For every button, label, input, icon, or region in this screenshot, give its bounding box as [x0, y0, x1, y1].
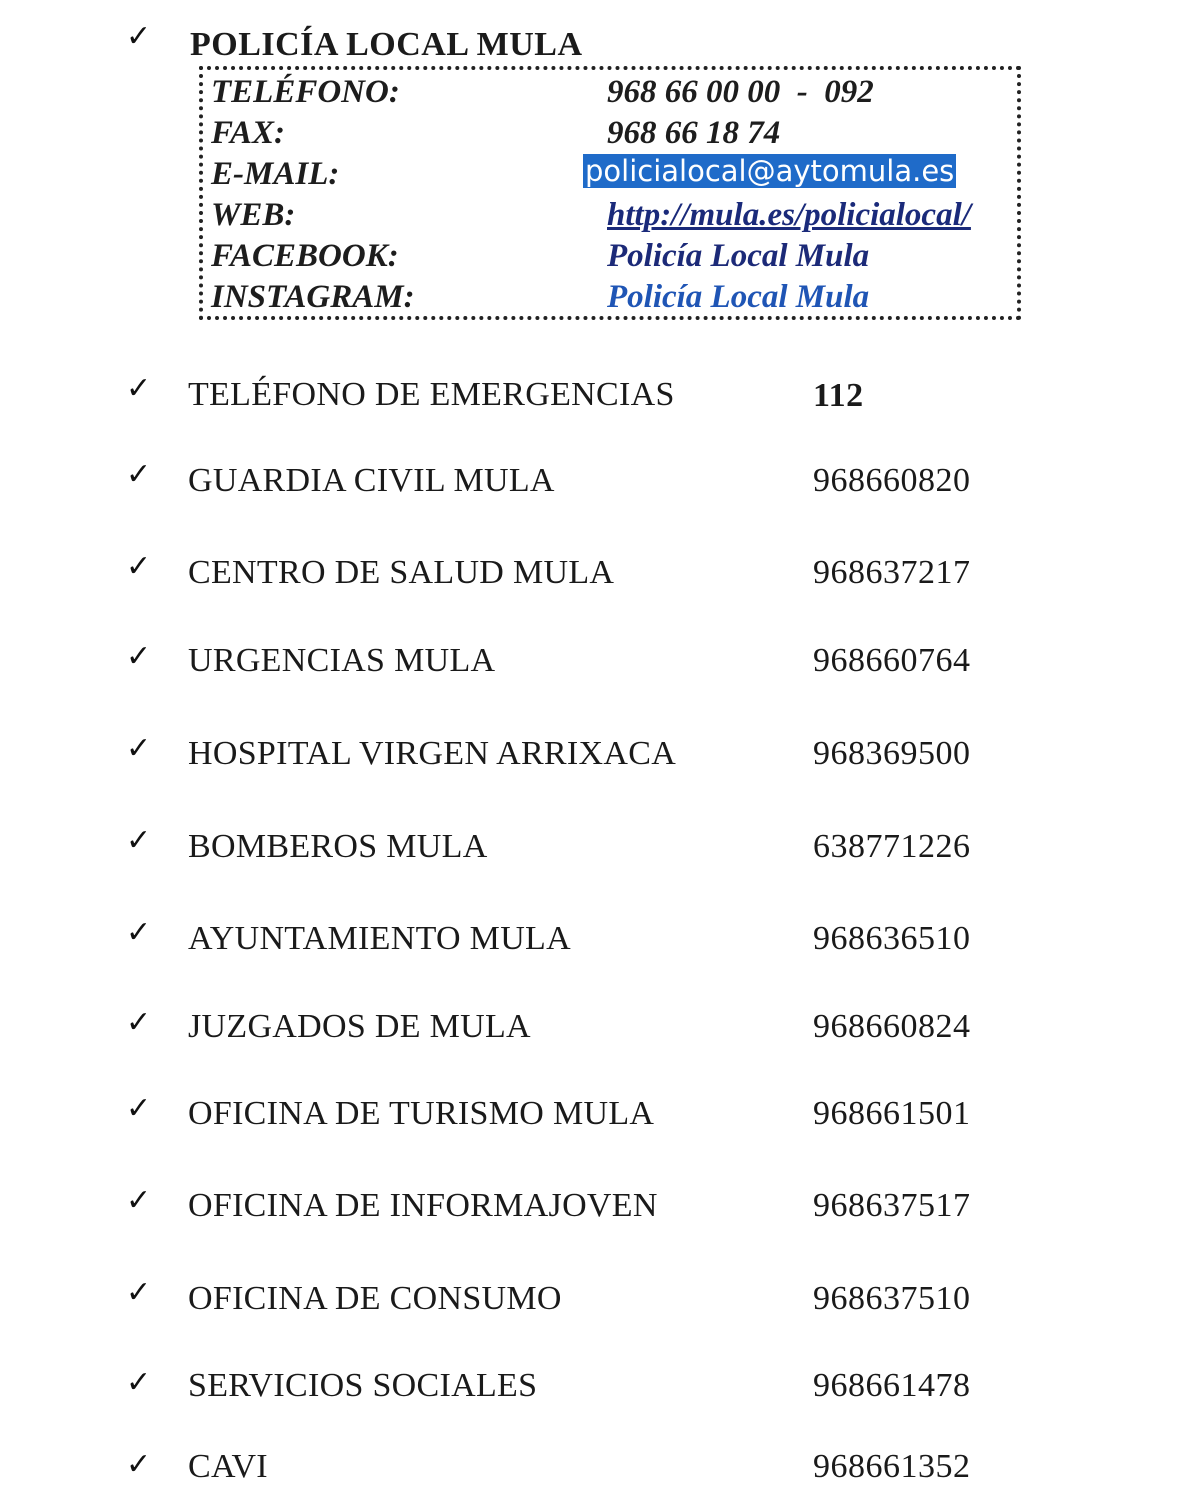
- contact-row-email: [203, 156, 1017, 196]
- fax-value: 968 66 18 74: [607, 115, 781, 151]
- checkmark-icon: ✓: [126, 1091, 152, 1126]
- contact-row-web: [203, 197, 1017, 237]
- entry-name: CAVI: [188, 1448, 268, 1485]
- entry-number: 112: [813, 377, 864, 414]
- checkmark-icon: ✓: [126, 371, 152, 406]
- checkmark-icon: ✓: [126, 1365, 152, 1400]
- entry-name: JUZGADOS DE MULA: [188, 1008, 531, 1045]
- entry-name: OFICINA DE CONSUMO: [188, 1280, 562, 1317]
- entry-number: 968636510: [813, 920, 971, 957]
- checkmark-icon: ✓: [126, 915, 152, 950]
- checkmark-icon: ✓: [126, 549, 152, 584]
- entry-number: 968660820: [813, 462, 971, 499]
- entry-name: TELÉFONO DE EMERGENCIAS: [188, 376, 675, 413]
- email-label: E-MAIL:: [211, 156, 340, 192]
- contact-row-instagram: [203, 279, 1017, 319]
- entry-name: BOMBEROS MULA: [188, 828, 488, 865]
- telefono-label: TELÉFONO:: [211, 74, 400, 110]
- fax-label: FAX:: [211, 115, 285, 151]
- entry-number: 968661478: [813, 1367, 971, 1404]
- entry-name: OFICINA DE INFORMAJOVEN: [188, 1187, 658, 1224]
- entry-number: 968660824: [813, 1008, 971, 1045]
- entry-number: 968637517: [813, 1187, 971, 1224]
- web-link[interactable]: http://mula.es/policialocal/: [607, 197, 971, 233]
- instagram-link[interactable]: Policía Local Mula: [607, 279, 870, 315]
- checkmark-icon: ✓: [126, 731, 152, 766]
- entry-number: 968660764: [813, 642, 971, 679]
- checkmark-icon: ✓: [126, 1447, 152, 1482]
- contact-row-fax: [203, 115, 1017, 155]
- entry-name: URGENCIAS MULA: [188, 642, 496, 679]
- contact-row-telefono: [203, 74, 1017, 114]
- checkmark-icon: ✓: [126, 639, 152, 674]
- entry-name: AYUNTAMIENTO MULA: [188, 920, 571, 957]
- entry-number: 968661501: [813, 1095, 971, 1132]
- facebook-link[interactable]: Policía Local Mula: [607, 238, 870, 274]
- policia-contact-box: [199, 66, 1021, 320]
- entry-number: 638771226: [813, 828, 971, 865]
- email-link[interactable]: policialocal@aytomula.es: [585, 154, 955, 188]
- contact-row-facebook: [203, 238, 1017, 278]
- entry-number: 968637510: [813, 1280, 971, 1317]
- checkmark-icon: ✓: [126, 1275, 152, 1310]
- entry-number: 968661352: [813, 1448, 971, 1485]
- entry-name: HOSPITAL VIRGEN ARRIXACA: [188, 735, 677, 772]
- entry-name: OFICINA DE TURISMO MULA: [188, 1095, 655, 1132]
- checkmark-icon: ✓: [126, 823, 152, 858]
- checkmark-icon: ✓: [126, 1183, 152, 1218]
- entry-number: 968369500: [813, 735, 971, 772]
- entry-name: GUARDIA CIVIL MULA: [188, 462, 555, 499]
- checkmark-icon: ✓: [126, 457, 152, 492]
- checkmark-icon: ✓: [126, 1005, 152, 1040]
- entry-number: 968637217: [813, 554, 971, 591]
- checkmark-icon: ✓: [126, 19, 152, 54]
- facebook-label: FACEBOOK:: [211, 238, 399, 274]
- policia-local-title: POLICÍA LOCAL MULA: [190, 26, 583, 63]
- telefono-value: 968 66 00 00 - 092: [607, 74, 874, 110]
- entry-name: SERVICIOS SOCIALES: [188, 1367, 538, 1404]
- entry-name: CENTRO DE SALUD MULA: [188, 554, 615, 591]
- instagram-label: INSTAGRAM:: [211, 279, 415, 315]
- web-label: WEB:: [211, 197, 296, 233]
